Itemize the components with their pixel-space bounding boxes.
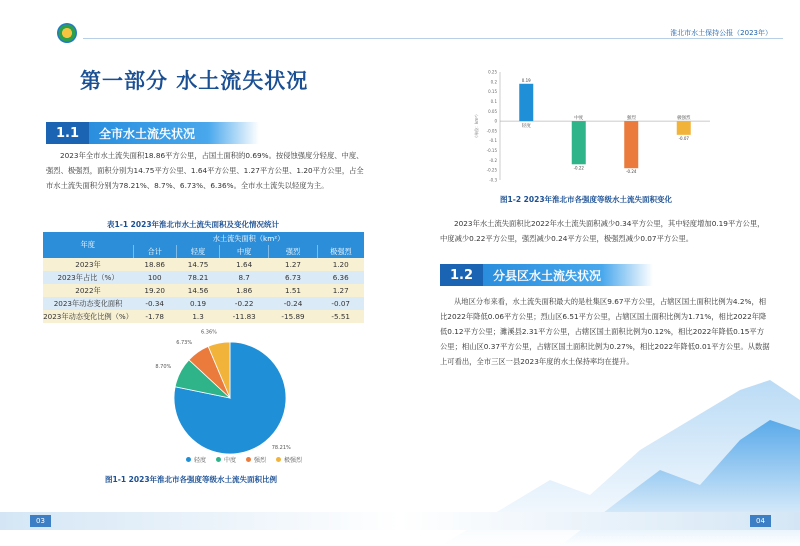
table-cell: 6.73	[269, 271, 318, 284]
sec1-body: 2023年全市水土流失面积18.86平方公里，占国土面积的0.69%。按侵蚀强度分轻度、中度、强烈、极强烈，面积分别为14.75平方公里、1.64平方公里、1.27平方公里、1.20平方公里，占全市水土流失面积分别为78.21%、8.7%、6.73%、6.36%。全市水土流失以轻度为主。	[46, 151, 364, 190]
col-header: 极强烈	[317, 245, 364, 258]
table-cell: 8.7	[220, 271, 269, 284]
bar	[677, 121, 691, 135]
bar	[519, 84, 533, 121]
table-cell: -0.24	[269, 297, 318, 310]
legend-item	[246, 455, 266, 464]
pie-slice-label: 8.70%	[155, 363, 172, 370]
table-cell: 1.3	[176, 310, 219, 323]
bar	[624, 121, 638, 168]
legend-item	[216, 455, 236, 464]
legend-swatch	[216, 457, 221, 462]
row-label: 2022年	[43, 284, 133, 297]
y-tick-label: -0.1	[489, 138, 497, 144]
table-cell: 0.19	[176, 297, 219, 310]
table-row	[43, 271, 364, 284]
table-cell: -0.34	[133, 297, 176, 310]
table-row	[43, 310, 364, 323]
y-tick-label: 0.1	[490, 98, 497, 104]
legend-label: 轻度	[194, 457, 207, 464]
row-label: 2023年	[43, 258, 133, 271]
table-cell: 14.75	[176, 258, 219, 271]
y-tick-label: -0.05	[486, 128, 497, 134]
col-header: 合计	[133, 245, 176, 258]
section-title: 全市水土流失状况	[89, 122, 259, 144]
y-tick-label: 0.05	[488, 108, 497, 114]
y-tick-label: 0	[494, 118, 497, 124]
table-cell: 1.27	[269, 258, 318, 271]
bar-value-label: 0.19	[521, 77, 531, 83]
table-cell: 1.20	[317, 258, 364, 271]
bar-chart	[470, 68, 715, 188]
y-tick-label: 0.25	[488, 69, 497, 75]
y-axis-label: （单位：km²）	[474, 112, 479, 140]
pie-caption: 图1-1 2023年淮北市各强度等级水土流失面积比例	[105, 475, 278, 484]
bar-caption: 图1-2 2023年淮北市各强度等级水土流失面积变化	[500, 195, 673, 204]
pie-svg	[130, 329, 291, 466]
bar-svg	[470, 68, 715, 188]
bar-value-label: -0.22	[573, 165, 584, 171]
pie-slice-label: 78.21%	[271, 445, 291, 452]
legend-swatch	[276, 457, 281, 462]
table-cell: -0.07	[317, 297, 364, 310]
table-cell: 19.20	[133, 284, 176, 297]
pie-slice-label: 6.73%	[176, 339, 193, 346]
y-tick-label: 0.2	[490, 79, 497, 85]
table-cell: 1.51	[269, 284, 318, 297]
section-number: 1.1	[46, 122, 89, 144]
legend-item	[276, 455, 302, 464]
row-label: 2023年动态变化面积	[43, 297, 133, 310]
right-para-1: 2023年水土流失面积比2022年水土流失面积减少0.34平方公里，其中轻度增加0.19平方公里，中度减少0.22平方公里，强烈减少0.24平方公里，极强烈减少0.07平方公里。	[440, 219, 765, 243]
page-number-left: 03	[30, 515, 51, 527]
logo-icon	[57, 23, 77, 43]
y-tick-label: -0.15	[486, 148, 497, 154]
legend-label: 中度	[224, 457, 237, 464]
col-header-year: 年度	[43, 232, 133, 258]
table-row	[43, 297, 364, 310]
table-cell: 14.56	[176, 284, 219, 297]
header-band	[0, 0, 800, 50]
header-title: 淮北市水土保持公报（2023年）	[670, 29, 772, 37]
stat-table	[43, 232, 364, 323]
y-tick-label: -0.25	[486, 167, 497, 173]
header-rule	[83, 38, 783, 39]
table-cell: -1.78	[133, 310, 176, 323]
legend-swatch	[246, 457, 251, 462]
pie-slice-label: 6.36%	[201, 329, 217, 336]
col-header: 中度	[220, 245, 269, 258]
section-title: 分县区水土流失状况	[483, 264, 653, 286]
row-label: 2023年占比（%）	[43, 271, 133, 284]
table-cell: 1.27	[317, 284, 364, 297]
table-cell: -0.22	[220, 297, 269, 310]
table-caption: 表1-1 2023年淮北市水土流失面积及变化情况统计	[107, 220, 280, 229]
pie-legend	[186, 455, 302, 464]
bar-value-label: -0.07	[678, 135, 689, 141]
pie-chart	[130, 329, 291, 466]
table-cell: -11.83	[220, 310, 269, 323]
table-cell: 100	[133, 271, 176, 284]
table-cell: -5.51	[317, 310, 364, 323]
legend-swatch	[186, 457, 191, 462]
section-number: 1.2	[440, 264, 483, 286]
section-heading-1-1	[46, 122, 259, 144]
right-para-2: 从地区分布来看，水土流失面积最大的是杜集区9.67平方公里，占辖区国土面积比例为4.2%，相比2022年降低0.06平方公里；烈山区6.51平方公里，占辖区国土面积比例为1.71%，相比2022年降低0.12平方公里；濉溪县2.31平方公里，占辖区国土面积比例为0.12%，相比2022年降低0.15平方公里；相山区0.37平方公里，占辖区国土面积比例为0.27%，相比2022年降低0.01平方公里。从数据上可看出，全市三区一县2023年度的水土保持率均在提升。	[440, 297, 770, 366]
table-cell: 18.86	[133, 258, 176, 271]
bar-value-label: -0.24	[626, 169, 637, 175]
col-header: 强烈	[269, 245, 318, 258]
table-cell: 6.36	[317, 271, 364, 284]
x-category-label: 强烈	[626, 116, 636, 122]
legend-label: 极强烈	[284, 457, 303, 464]
x-category-label: 极强烈	[677, 116, 691, 122]
bar	[572, 121, 586, 164]
footer-right	[400, 512, 800, 530]
table-row	[43, 284, 364, 297]
page-number-right: 04	[750, 515, 771, 527]
row-label: 2023年动态变化比例（%）	[43, 310, 133, 323]
legend-label: 强烈	[254, 457, 267, 464]
y-tick-label: -0.2	[489, 157, 497, 163]
table-cell: 1.64	[220, 258, 269, 271]
col-header: 轻度	[176, 245, 219, 258]
y-tick-label: -0.3	[489, 177, 497, 183]
table-row	[43, 258, 364, 271]
table-cell: -15.89	[269, 310, 318, 323]
x-category-label: 轻度	[521, 124, 531, 130]
table-cell: 1.86	[220, 284, 269, 297]
footer-left	[0, 512, 400, 530]
part-title: 第一部分 水土流失状况	[80, 69, 309, 93]
y-tick-label: 0.15	[488, 89, 497, 95]
col-header-group: 水土流失面积（km²）	[133, 232, 364, 245]
legend-item	[186, 455, 206, 464]
table-cell: 78.21	[176, 271, 219, 284]
section-heading-1-2	[440, 264, 653, 286]
x-category-label: 中度	[574, 116, 584, 122]
